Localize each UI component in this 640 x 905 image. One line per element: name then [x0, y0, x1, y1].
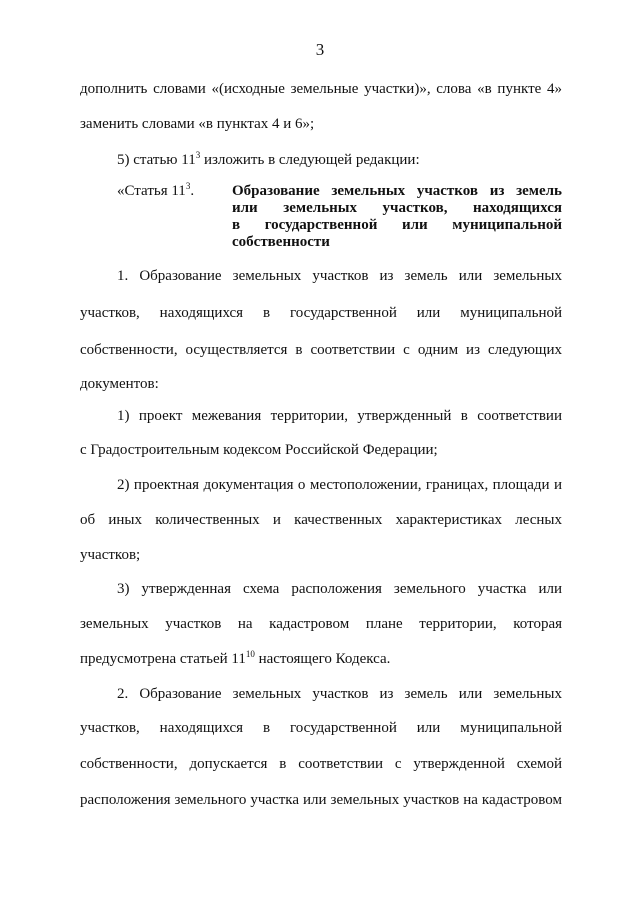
article-title-line: Образование земельных участков из земель [232, 183, 562, 199]
subitem-3-text: настоящего Кодекса. [254, 651, 391, 667]
subitem-2-line: об иных количественных и качественных характеристиках лесных [80, 512, 562, 528]
item-5-text: изложить в следующей редакции: [200, 152, 420, 168]
article-label [117, 183, 194, 200]
subitem-3-line: 3) утвержденная схема расположения земельного участка или [117, 581, 562, 597]
paragraph-1-line: документов: [80, 376, 159, 392]
superscript: 3 [185, 181, 191, 191]
paragraph-2-line: расположения земельного участка или земельных участков на кадастровом [80, 792, 562, 808]
article-label-text: . [190, 183, 195, 199]
superscript: 10 [245, 649, 255, 659]
article-label-text: «Статья 11 [117, 183, 186, 199]
subitem-1-line: 1) проект межевания территории, утвержденный в соответствии [117, 408, 562, 424]
page-number: 3 [315, 40, 325, 59]
subitem-3-line: земельных участков на кадастровом плане территории, которая [80, 616, 562, 632]
article-title-line: собственности [232, 234, 330, 250]
subitem-2-line: участков; [80, 547, 141, 563]
subitem-3-line [80, 650, 562, 668]
paragraph-1-line: собственности, осуществляется в соответствии с одним из следующих [80, 342, 562, 358]
item-5-text: 5) статью 11 [117, 152, 196, 168]
paragraph-1-line: участков, находящихся в государственной или муниципальной [80, 305, 562, 321]
subitem-1-line: с Градостроительным кодексом Российской Федерации; [80, 442, 438, 458]
superscript: 3 [195, 150, 201, 160]
paragraph-2-line: собственности, допускается в соответствии с утвержденной схемой [80, 756, 562, 772]
article-title-line: или земельных участков, находящихся [232, 200, 562, 216]
item-5 [117, 151, 562, 169]
article-title-line: в государственной или муниципальной [232, 217, 562, 233]
subitem-2-line: 2) проектная документация о местоположении, границах, площади и [117, 477, 562, 493]
text-line: дополнить словами «(исходные земельные участки)», слова «в пункте 4» [80, 81, 562, 97]
paragraph-2-line: 2. Образование земельных участков из земель или земельных [117, 686, 562, 702]
paragraph-1-line: 1. Образование земельных участков из земель или земельных [117, 268, 562, 284]
subitem-3-text: предусмотрена статьей 11 [80, 651, 246, 667]
text-line: заменить словами «в пунктах 4 и 6»; [80, 116, 315, 132]
paragraph-2-line: участков, находящихся в государственной или муниципальной [80, 720, 562, 736]
